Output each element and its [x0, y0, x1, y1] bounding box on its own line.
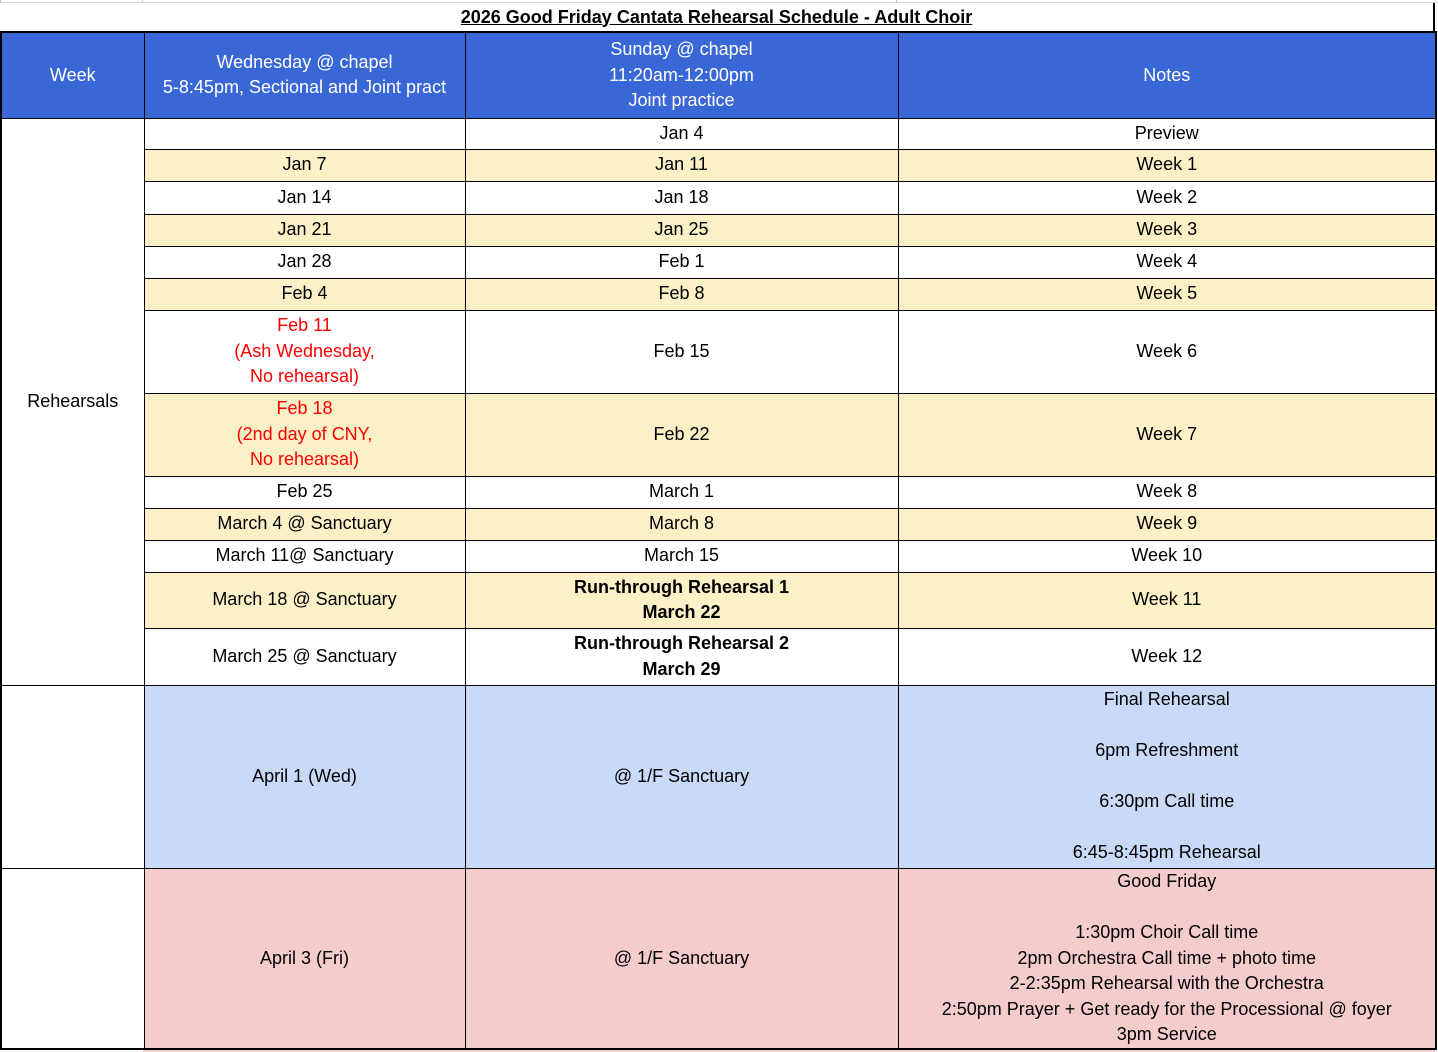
header-row: [1, 32, 1436, 118]
cell-sunday[interactable]: [465, 214, 898, 246]
cell-wednesday[interactable]: [144, 572, 465, 628]
cell-wednesday[interactable]: [144, 628, 465, 685]
table-row: [1, 246, 1436, 278]
cell-line: Week 4: [1136, 251, 1198, 272]
cell-wednesday[interactable]: [144, 393, 465, 476]
gridline-tick: [0, 0, 1, 3]
cell-notes[interactable]: [898, 278, 1436, 310]
cell-sunday[interactable]: [465, 572, 898, 628]
cell-wednesday[interactable]: [144, 181, 465, 214]
gridline-tick: [896, 0, 897, 3]
cell-line: March 4 @ Sanctuary: [217, 513, 392, 534]
spreadsheet-gridline-strip: [0, 0, 1438, 3]
cell-sunday[interactable]: [465, 540, 898, 572]
column-header-wednesday[interactable]: [144, 32, 465, 118]
column-header-week[interactable]: [1, 32, 144, 118]
cell-notes[interactable]: [898, 149, 1436, 181]
table-row: [1, 508, 1436, 540]
cell-line: March 1: [648, 481, 715, 502]
cell-line: March 15: [643, 545, 720, 566]
column-header-sunday-line3: Joint practice: [628, 90, 735, 110]
cell-sunday[interactable]: [465, 628, 898, 685]
cell-line: Week 5: [1136, 283, 1198, 304]
cell-wednesday[interactable]: [144, 476, 465, 508]
cell-line: March 22: [642, 602, 721, 622]
cell-line: [899, 815, 1436, 841]
cell-line: Jan 25: [654, 219, 709, 240]
cell-line: March 25 @ Sanctuary: [212, 645, 397, 666]
cell-line: Week 8: [1136, 481, 1198, 502]
cell-line: Feb 22: [653, 423, 710, 444]
cell-wednesday[interactable]: [144, 310, 465, 393]
column-header-notes-label: Notes: [1143, 64, 1191, 85]
cell-wednesday[interactable]: [144, 540, 465, 572]
cell-week[interactable]: [1, 685, 144, 868]
cell-line: [899, 764, 1436, 790]
cell-wednesday[interactable]: [144, 868, 465, 1049]
cell-line: Preview: [1134, 122, 1199, 143]
cell-line: Jan 7: [282, 154, 327, 175]
cell-notes[interactable]: [898, 868, 1436, 1049]
cell-wednesday[interactable]: [144, 149, 465, 181]
cell-line: Feb 15: [653, 340, 710, 361]
cell-line: March 11@ Sanctuary: [215, 545, 394, 566]
cell-notes[interactable]: [898, 214, 1436, 246]
cell-notes[interactable]: [898, 118, 1436, 149]
cell-line: 2-2:35pm Rehearsal with the Orchestra: [1009, 973, 1324, 993]
cell-wednesday[interactable]: [144, 118, 465, 149]
cell-line: Jan 11: [655, 154, 708, 175]
cell-line: Week 7: [1136, 423, 1198, 444]
cell-line: Feb 1: [658, 251, 705, 272]
gridline-tick: [142, 0, 143, 3]
cell-line: [899, 713, 1436, 739]
cell-line: Jan 28: [277, 251, 332, 272]
cell-line: [899, 895, 1436, 921]
table-row: [1, 628, 1436, 685]
cell-line: Week 12: [1131, 645, 1203, 666]
rehearsals-group-cell[interactable]: [1, 118, 144, 685]
cell-line: March 29: [642, 658, 721, 679]
cell-sunday[interactable]: [465, 508, 898, 540]
title-row: [0, 3, 1435, 31]
cell-sunday[interactable]: [465, 476, 898, 508]
column-header-wednesday-line1: Wednesday @ chapel: [216, 51, 393, 72]
cell-line: Run-through Rehearsal 1: [573, 576, 790, 597]
cell-notes[interactable]: [898, 540, 1436, 572]
cell-sunday[interactable]: [465, 246, 898, 278]
cell-line: Feb 8: [658, 283, 705, 304]
cell-sunday[interactable]: [465, 393, 898, 476]
cell-wednesday[interactable]: [144, 214, 465, 246]
cell-line: Week 1: [1136, 154, 1198, 175]
cell-line: Feb 11: [277, 315, 332, 336]
cell-line: (2nd day of CNY,: [236, 423, 373, 444]
cell-sunday[interactable]: [465, 868, 898, 1049]
cell-line: Jan 14: [277, 186, 332, 207]
cell-line: Week 10: [1131, 545, 1203, 566]
cell-line: 3pm Service: [1116, 1024, 1217, 1044]
cell-line: Feb 4: [281, 283, 328, 304]
column-header-notes[interactable]: [898, 32, 1436, 118]
cell-sunday[interactable]: [465, 149, 898, 181]
cell-line: 6:30pm Call time: [1099, 791, 1235, 812]
table-row: [1, 214, 1436, 246]
cell-line: April 3 (Fri): [260, 947, 349, 968]
table-row: [1, 310, 1436, 393]
table-row: [1, 181, 1436, 214]
table-row: [1, 868, 1436, 1049]
cell-line: Jan 4: [659, 122, 704, 143]
column-header-wednesday-line2: 5-8:45pm, Sectional and Joint pract: [162, 77, 447, 98]
cell-line: 2:50pm Prayer + Get ready for the Processional @ foyer: [941, 998, 1392, 1019]
cell-line: Week 11: [1132, 589, 1202, 610]
cell-line: Feb 25: [276, 481, 333, 502]
cell-week[interactable]: [1, 868, 144, 1049]
cell-line: 6:45-8:45pm Rehearsal: [1072, 842, 1261, 863]
table-row: [1, 572, 1436, 628]
cell-sunday[interactable]: [465, 310, 898, 393]
cell-wednesday[interactable]: [144, 685, 465, 868]
cell-line: Feb 18: [276, 398, 333, 419]
cell-line: Week 3: [1136, 219, 1198, 240]
cell-line: Run-through Rehearsal 2: [573, 633, 790, 653]
cell-notes[interactable]: [898, 393, 1436, 476]
cell-notes[interactable]: [898, 310, 1436, 393]
cell-line: Week 2: [1136, 186, 1198, 207]
cell-notes[interactable]: [898, 476, 1436, 508]
cell-notes[interactable]: [898, 685, 1436, 868]
cell-line: Week 6: [1136, 340, 1198, 361]
cell-sunday[interactable]: [465, 181, 898, 214]
cell-notes[interactable]: [898, 181, 1436, 214]
cell-line: Final Rehearsal: [1103, 689, 1230, 710]
column-header-sunday[interactable]: [465, 32, 898, 118]
cell-line: No rehearsal): [249, 449, 360, 470]
cell-wednesday[interactable]: [144, 278, 465, 310]
column-header-sunday-line1: Sunday @ chapel: [610, 39, 753, 59]
cell-notes[interactable]: [898, 628, 1436, 685]
cell-line: 2pm Orchestra Call time + photo time: [1017, 947, 1317, 968]
cell-line: Good Friday: [1117, 871, 1217, 891]
page-title: 2026 Good Friday Cantata Rehearsal Schedule - Adult Choir: [460, 6, 973, 27]
cell-line: March 18 @ Sanctuary: [212, 589, 397, 610]
cell-line: Jan 18: [654, 186, 709, 207]
table-row: [1, 540, 1436, 572]
cell-wednesday[interactable]: [144, 246, 465, 278]
table-row: [1, 685, 1436, 868]
table-row: [1, 278, 1436, 310]
cell-line: March 8: [648, 513, 715, 534]
schedule-table: [0, 31, 1437, 1050]
cell-line: 6pm Refreshment: [1095, 740, 1239, 761]
cell-notes[interactable]: [898, 508, 1436, 540]
cell-sunday[interactable]: [465, 278, 898, 310]
cell-line: @ 1/F Sanctuary: [613, 765, 750, 786]
rehearsals-group-label: Rehearsals: [27, 390, 119, 411]
cell-line: Week 9: [1136, 513, 1198, 534]
table-row: [1, 118, 1436, 149]
cell-sunday[interactable]: [465, 118, 898, 149]
cell-notes[interactable]: [898, 572, 1436, 628]
cell-line: 1:30pm Choir Call time: [1075, 922, 1259, 942]
cell-notes[interactable]: [898, 246, 1436, 278]
cell-line: No rehearsal): [249, 366, 360, 387]
table-row: [1, 393, 1436, 476]
column-header-week-label: Week: [49, 64, 96, 85]
cell-wednesday[interactable]: [144, 508, 465, 540]
table-row: [1, 476, 1436, 508]
column-header-sunday-line2: 11:20am-12:00pm: [609, 64, 754, 85]
cell-line: Jan 21: [277, 219, 332, 240]
cell-line: @ 1/F Sanctuary: [613, 947, 750, 968]
cell-line: April 1 (Wed): [252, 765, 357, 786]
cell-sunday[interactable]: [465, 685, 898, 868]
cell-line: (Ash Wednesday,: [234, 340, 375, 361]
schedule-table-body: [1, 118, 1436, 1049]
table-row: [1, 149, 1436, 181]
